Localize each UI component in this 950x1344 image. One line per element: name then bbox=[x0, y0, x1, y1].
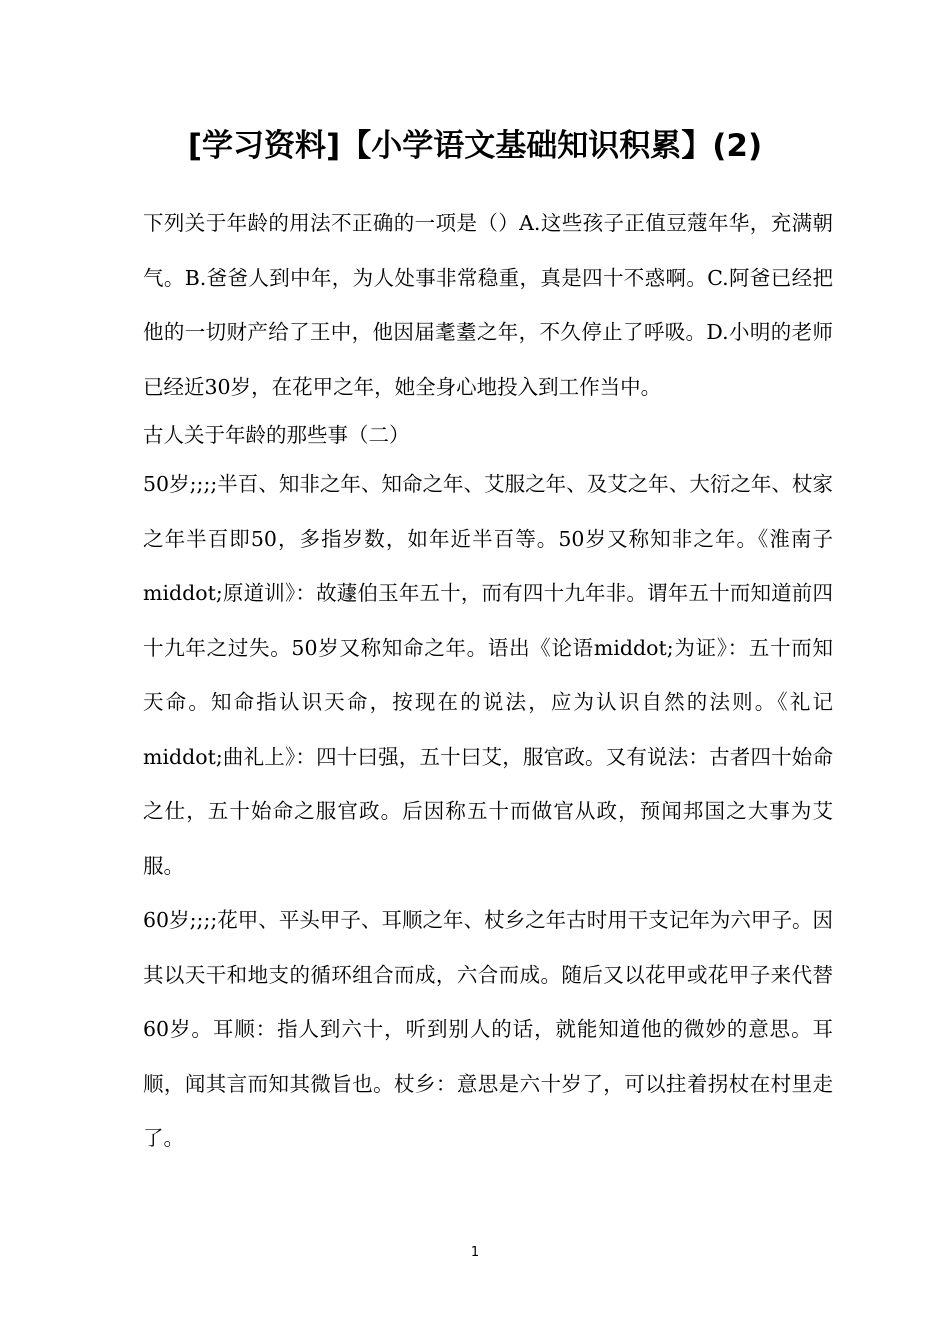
document-body bbox=[143, 196, 833, 1166]
section-heading: 古人关于年龄的那些事（二） bbox=[143, 423, 410, 447]
document-title: [学习资料]【小学语文基础知识积累】(2) bbox=[187, 128, 763, 164]
page-number: 1 bbox=[470, 1245, 480, 1260]
question-paragraph: 下列关于年龄的用法不正确的一项是（）A.这些孩子正值豆蔻年华，充满朝气。B.爸爸人到中年，为人处事非常稳重，真是四十不惑啊。C.阿爸已经把他的一切财产给了王中，他因届耄耋之年，不久停止了呼吸。D.小明的老师已经近30岁，在花甲之年，她全身心地投入到工作当中。 bbox=[143, 211, 833, 399]
age-50-paragraph: 50岁;;;;半百、知非之年、知命之年、艾服之年、及艾之年、大衍之年、杖家之年半百即50，多指岁数，如年近半百等。50岁又称知非之年。《淮南子middot;原道训》：故蘧伯玉年五十，而有四十九年非。谓年五十而知道前四十九年之过失。50岁又称知命之年。语出《论语middot;为证》：五十而知天命。知命指认识天命，按现在的说法，应为认识自然的法则。《礼记middot;曲礼上》：四十曰强，五十曰艾，服官政。又有说法：古者四十始命之仕，五十始命之服官政。后因称五十而做官从政，预闻邦国之大事为艾服。 bbox=[143, 472, 833, 878]
age-60-paragraph: 60岁;;;;花甲、平头甲子、耳顺之年、杖乡之年古时用干支记年为六甲子。因其以天干和地支的循环组合而成，六合而成。随后又以花甲或花甲子来代替60岁。耳顺：指人到六十，听到别人的话，就能知道他的微妙的意思。耳顺，闻其言而知其微旨也。杖乡：意思是六十岁了，可以拄着拐杖在村里走了。 bbox=[143, 908, 833, 1150]
